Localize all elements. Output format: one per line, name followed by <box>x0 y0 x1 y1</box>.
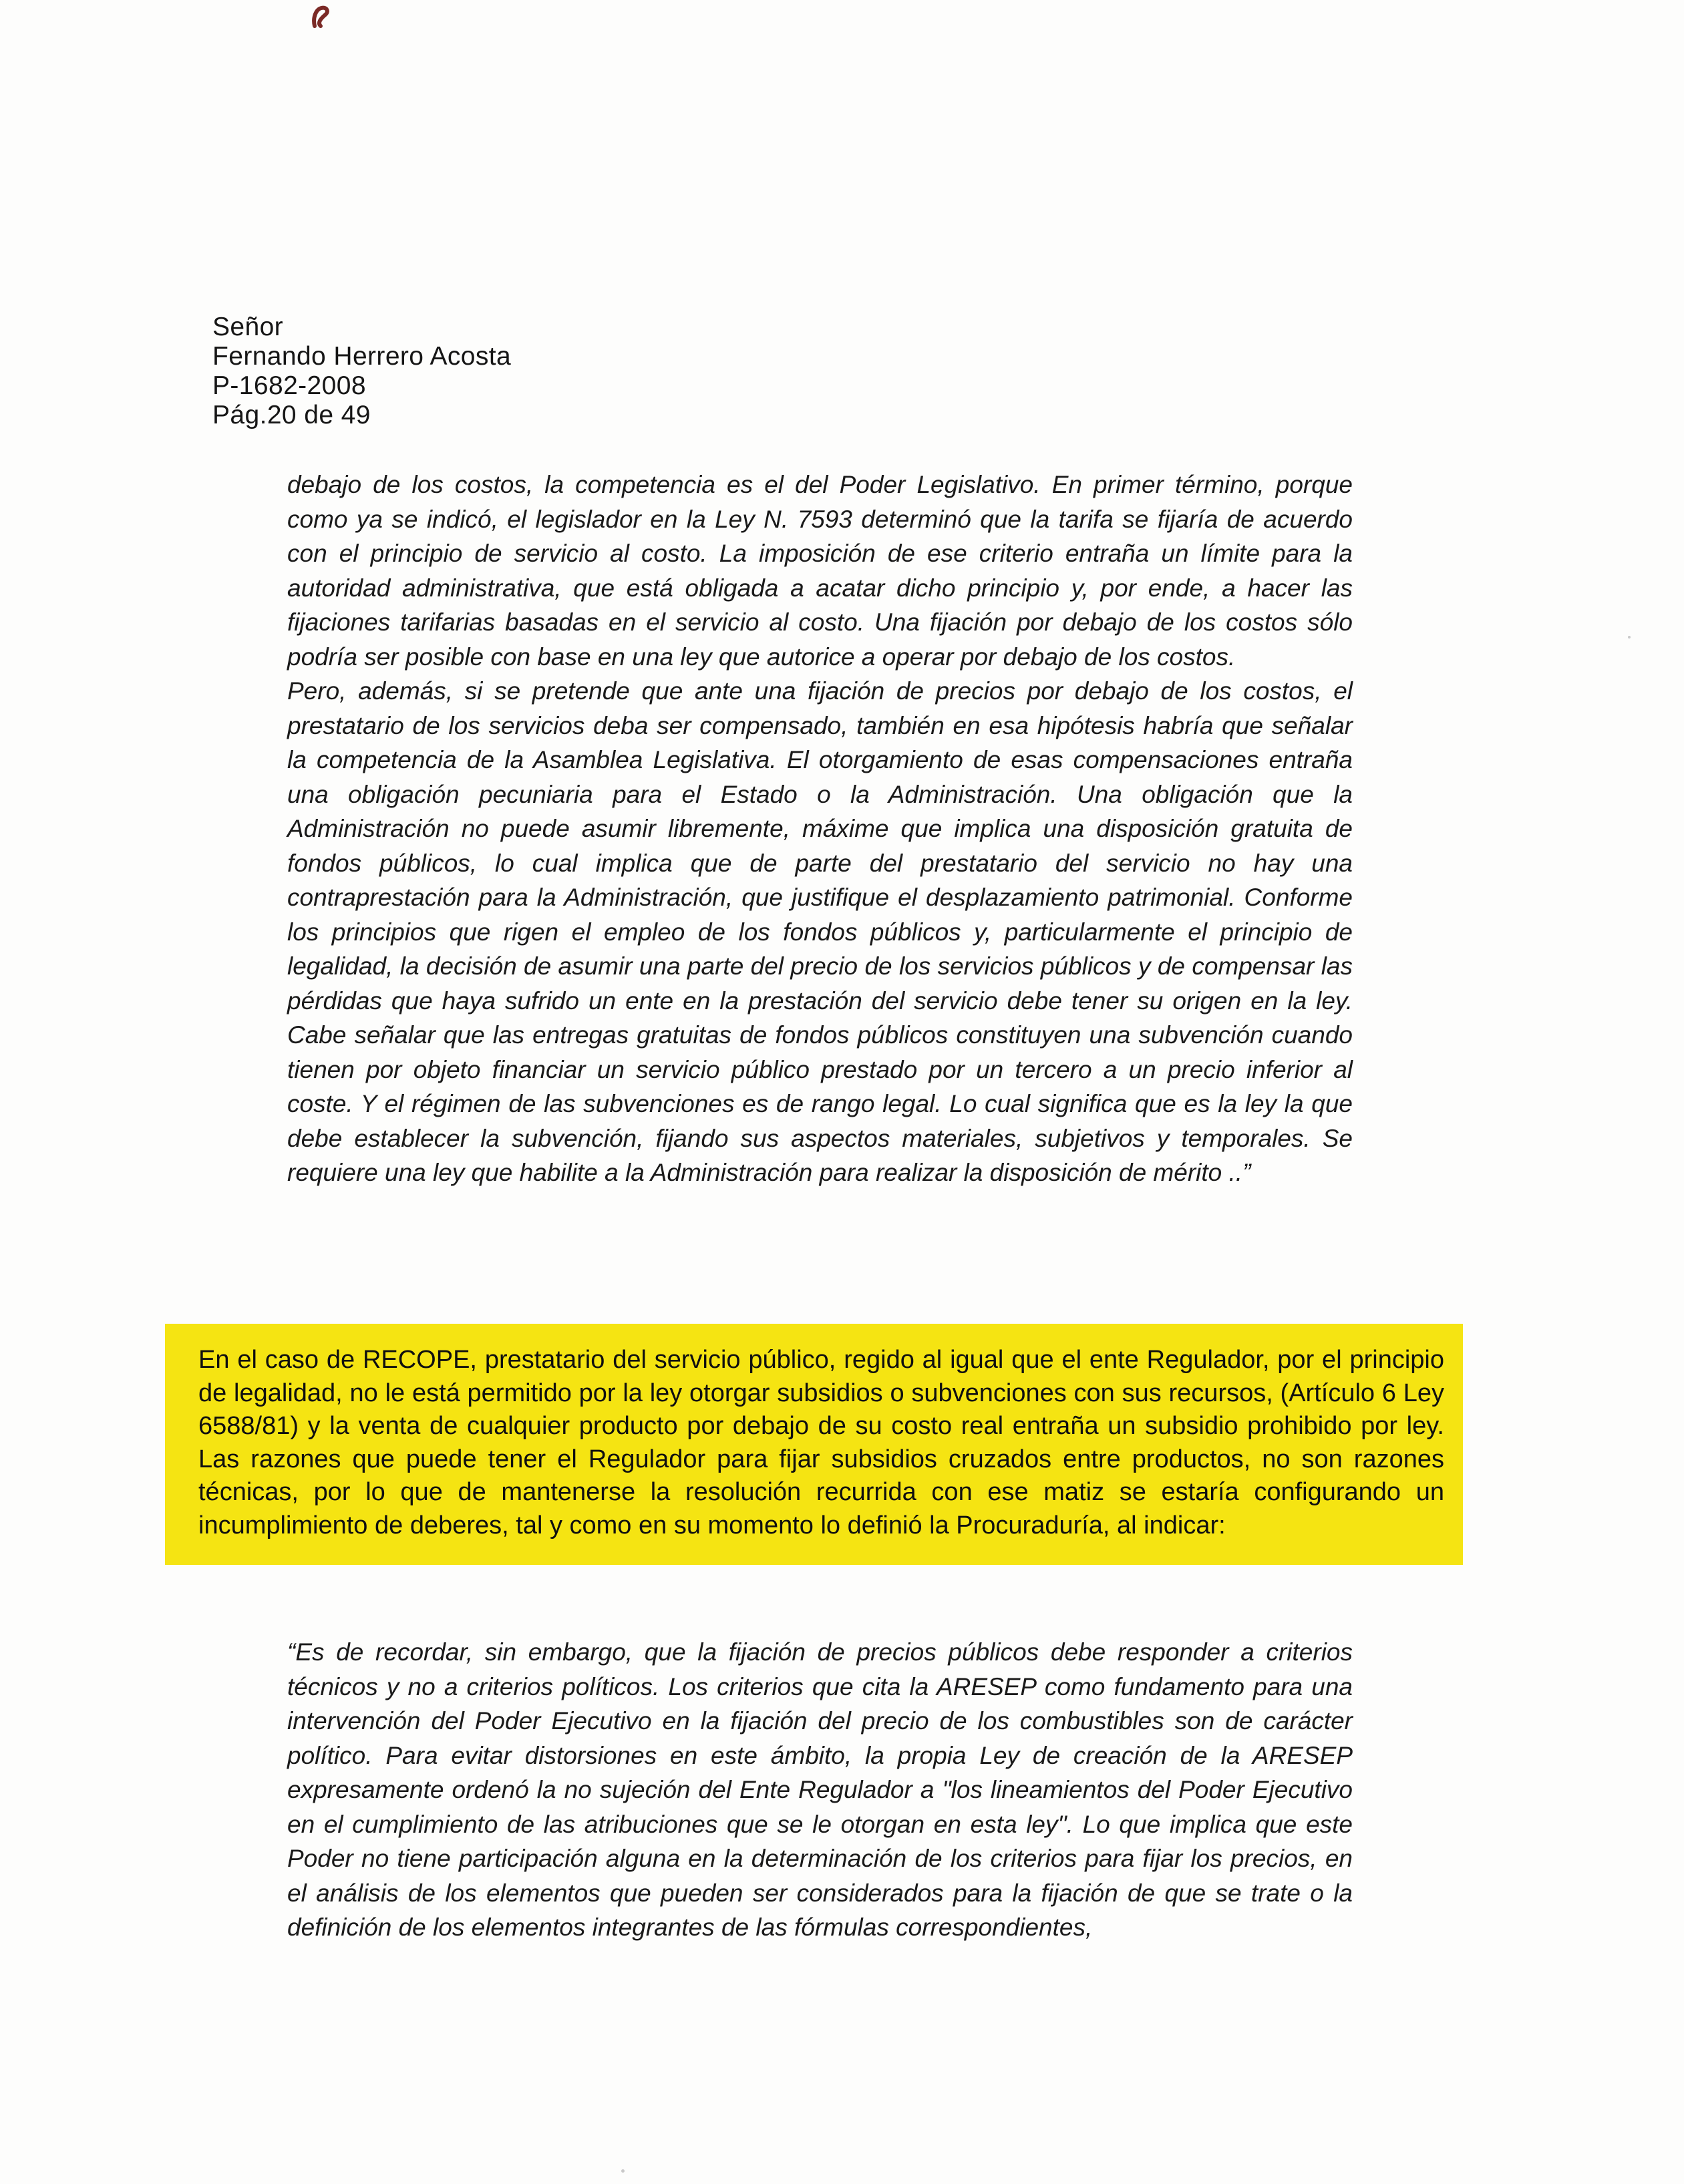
letter-header <box>212 313 511 430</box>
highlighted-paragraph-block <box>165 1324 1463 1565</box>
quoted-paragraph-2: Pero, además, si se pretende que ante una fijación de precios por debajo de los costos, el prestatario de los servicios deba ser compensado, también en esa hipótesis habría que señalar la competencia de la Asamblea Legislativa. El otorgamiento de esas compensaciones entraña una obligación pecuniaria para el Estado o la Administración. Una obligación que la Administración no puede asumir libremente, máxime que implica una disposición gratuita de fondos públicos, lo cual implica que de parte del prestatario del servicio no hay una contraprestación para la Administración, que justifique el desplazamiento patrimonial. Conforme los principios que rigen el empleo de los fondos públicos y, particularmente el principio de legalidad, la decisión de asumir una parte del precio de los servicios públicos y de compensar las pérdidas que haya sufrido un ente en la prestación del servicio debe tener su origen en la ley. Cabe señalar que las entregas gratuitas de fondos públicos constituyen una subvención cuando tienen por objeto financiar un servicio público prestado por un tercero a un precio inferior al coste. Y el régimen de las subvenciones es de rango legal. Lo cual significa que es la ley la que debe establecer la subvención, fijando sus aspectos materiales, subjetivos y temporales. Se requiere una ley que habilite a la Administración para realizar la disposición de mérito ..” <box>287 677 1353 1186</box>
quoted-text-block-1 <box>287 468 1353 1190</box>
quoted-text-block-2 <box>287 1635 1353 1945</box>
header-recipient-name: Fernando Herrero Acosta <box>212 342 512 371</box>
quoted-paragraph-3: “Es de recordar, sin embargo, que la fijación de precios públicos debe responder a criterios técnicos y no a criterios políticos. Los criterios que cita la ARESEP como fundamento para una intervención del Poder Ejecutivo en la fijación del precio de los combustibles son de carácter político. Para evitar distorsiones en este ámbito, la propia Ley de creación de la ARESEP expresamente ordenó la no sujeción del Ente Regulador a "los lineamientos del Poder Ejecutivo en el cumplimiento de las atribuciones que se le otorgan en esta ley". Lo que implica que este Poder no tiene participación alguna en la determinación de los criterios para fijar los precios, en el análisis de los elementos que pueden ser considerados para la fijación de que se trate o la definición de los elementos integrantes de las fórmulas correspondientes, <box>287 1638 1353 1941</box>
scan-speckle <box>1628 636 1631 639</box>
quoted-paragraph-1: debajo de los costos, la competencia es el del Poder Legislativo. En primer término, porque como ya se indicó, el legislador en la Ley N. 7593 determinó que la tarifa se fijaría de acuerdo con el principio de servicio al costo. La imposición de ese criterio entraña un límite para la autoridad administrativa, que está obligada a acatar dicho principio y, por ende, a hacer las fijaciones tarifarias basadas en el servicio al costo. Una fijación por debajo de los costos sólo podría ser posible con base en una ley que autorice a operar por debajo de los costos. <box>287 471 1353 671</box>
header-page-indicator: Pág.20 de 49 <box>212 401 371 429</box>
scan-speckle <box>621 2169 625 2173</box>
header-document-number: P-1682-2008 <box>212 371 366 400</box>
highlighted-paragraph-text: En el caso de RECOPE, prestatario del servicio público, regido al igual que el ente Regulador, por el principio de legalidad, no le está permitido por la ley otorgar subsidios o subvenciones con sus recursos, (Artículo 6 Ley 6588/81) y la venta de cualquier producto por debajo de su costo real entraña un subsidio prohibido por ley. Las razones que puede tener el Regulador para fijar subsidios cruzados entre productos, no son razones técnicas, por lo que de mantenerse la resolución recurrida con ese matiz se estaría configurando un incumplimiento de deberes, tal y como en su momento lo definió la Procuraduría, al indicar: <box>198 1346 1444 1539</box>
header-salutation: Señor <box>212 313 284 341</box>
pen-scribble-mark <box>311 5 331 28</box>
